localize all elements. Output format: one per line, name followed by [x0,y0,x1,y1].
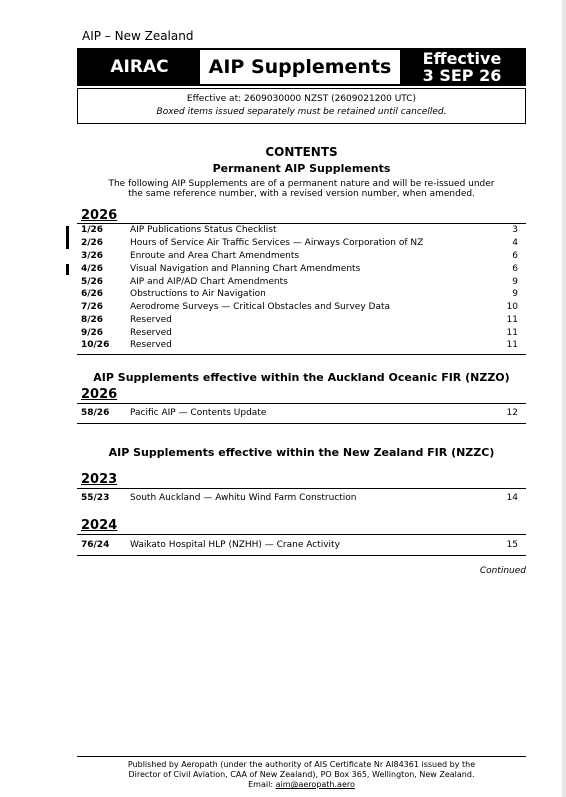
effective-block [400,50,524,84]
footer-email-line [77,780,526,790]
nzzc-heading: AIP Supplements effective within the New Zealand FIR (NZZC) [108,446,495,459]
supplement-title: Visual Navigation and Planning Chart Amendments [130,264,361,274]
supplement-page: 3 [512,225,518,235]
supplement-page: 15 [506,540,518,550]
divider [77,354,526,355]
list-item[interactable] [81,492,518,505]
supplement-ref: 5/26 [81,277,104,287]
list-item[interactable] [81,288,518,301]
permanent-note-line-2: the same reference number, with a revised version number, when amended. [128,189,475,199]
supplement-page: 11 [506,328,518,338]
divider [77,555,526,556]
supplement-title: Enroute and Area Chart Amendments [130,251,300,261]
supplement-ref: 55/23 [81,493,110,503]
supplement-title: Aerodrome Surveys — Critical Obstacles and Survey Data [130,302,391,312]
effective-box [77,88,526,124]
supplement-page: 9 [512,277,518,287]
footer [77,756,526,790]
footer-line-2: Director of Civil Aviation, CAA of New Zealand), PO Box 365, Wellington, New Zealand. [128,770,475,779]
supplement-title: AIP and AIP/AD Chart Amendments [130,277,288,287]
supplement-page: 9 [512,289,518,299]
supplement-title: Reserved [130,340,172,350]
divider [77,534,526,535]
list-item[interactable] [81,539,518,552]
supplement-ref: 1/26 [81,225,104,235]
airac-label: AIRAC [79,50,200,84]
doc-title: AIP – New Zealand [82,29,194,43]
supplement-ref: 2/26 [81,238,104,248]
supplement-title: Hours of Service Air Traffic Services — Airways Corporation of NZ [130,238,424,248]
change-bar [66,264,69,275]
supplement-page: 12 [506,408,518,418]
divider [77,403,526,404]
supplement-ref: 7/26 [81,302,104,312]
oceanic-year: 2026 [81,387,118,402]
permanent-note-line-1: The following AIP Supplements are of a permanent nature and will be re-issued under [108,179,495,189]
footer-line-1: Published by Aeropath (under the authority of AIS Certificate Nr AI84361 issued by the [127,760,476,769]
supplement-ref: 76/24 [81,540,110,550]
permanent-note [77,179,526,199]
effective-time: Effective at: 2609030000 NZST (2609021200 UTC) [186,94,417,104]
supplement-ref: 4/26 [81,264,104,274]
list-item[interactable] [81,224,518,237]
email-label: Email: [248,780,274,789]
supplement-page: 6 [512,264,518,274]
supplement-ref: 58/26 [81,408,110,418]
permanent-heading: Permanent AIP Supplements [212,162,391,175]
supplement-page: 11 [506,315,518,325]
supplement-page: 6 [512,251,518,261]
continued-label: Continued [479,566,526,576]
list-item[interactable] [81,301,518,314]
effective-date: 3 SEP 26 [422,66,502,85]
email-link[interactable]: aim@aeropath.aero [275,780,355,789]
list-item[interactable] [81,314,518,327]
divider [77,488,526,489]
supplement-ref: 9/26 [81,328,104,338]
permanent-year: 2026 [81,208,118,223]
oceanic-heading: AIP Supplements effective within the Auckland Oceanic FIR (NZZO) [93,371,510,384]
effective-label: Effective [422,49,502,68]
change-bar [66,226,69,249]
supplement-title: Waikato Hospital HLP (NZHH) — Crane Activity [130,540,340,550]
supplement-page: 11 [506,340,518,350]
boxed-items-note: Boxed items issued separately must be retained until cancelled. [156,107,447,117]
list-item[interactable] [81,250,518,263]
contents-heading: CONTENTS [265,145,338,159]
supplement-title: Obstructions to Air Navigation [130,289,266,299]
supplement-page: 4 [512,238,518,248]
list-item[interactable] [81,237,518,250]
list-item[interactable] [81,407,518,420]
supplement-title: Reserved [130,328,172,338]
supplement-page: 10 [506,302,518,312]
supplement-page: 14 [506,493,518,503]
nzzc-year: 2024 [81,518,118,533]
supplement-title: Reserved [130,315,172,325]
divider [77,423,526,424]
title-banner [77,48,526,86]
supplement-title: Pacific AIP — Contents Update [130,408,267,418]
list-item[interactable] [81,339,518,352]
supplement-ref: 3/26 [81,251,104,261]
supplement-ref: 10/26 [81,340,110,350]
supplement-ref: 8/26 [81,315,104,325]
list-item[interactable] [81,263,518,276]
supplement-ref: 6/26 [81,289,104,299]
page-title: AIP Supplements [208,56,392,78]
nzzc-year: 2023 [81,472,118,487]
page-edge [562,0,566,797]
supplement-title: AIP Publications Status Checklist [130,225,277,235]
supplement-title: South Auckland — Awhitu Wind Farm Construction [130,493,357,503]
